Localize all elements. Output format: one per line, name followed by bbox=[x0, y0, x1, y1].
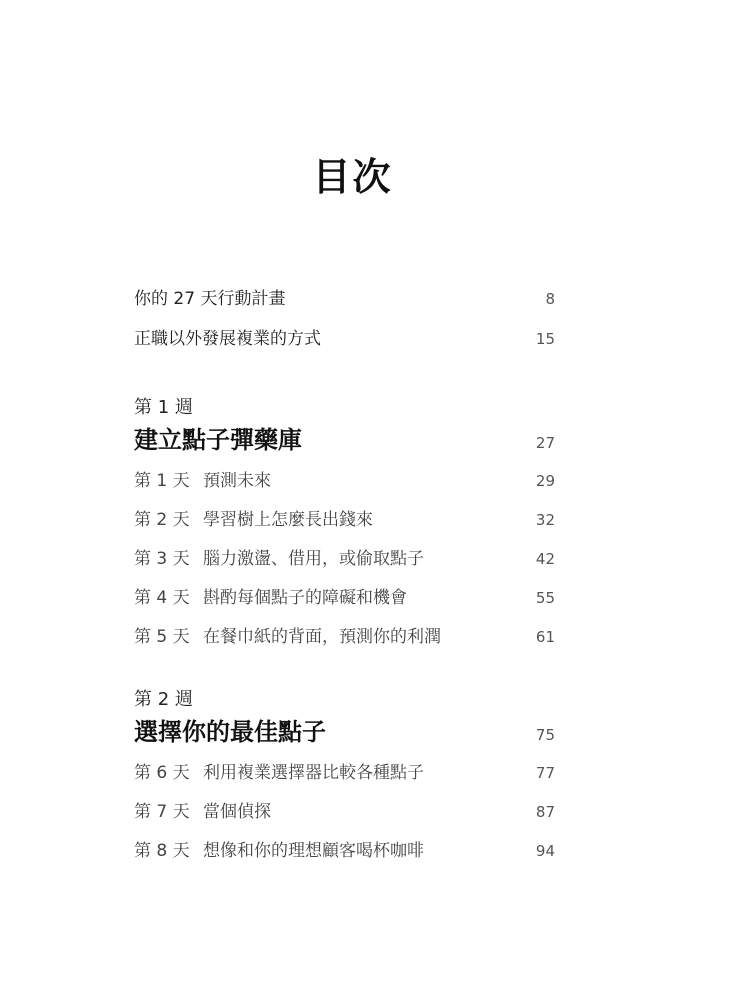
toc-entry-action-plan[interactable] bbox=[134, 284, 555, 309]
toc-entry-page: 87 bbox=[535, 803, 555, 821]
toc-entry-side-business[interactable] bbox=[134, 324, 555, 349]
day-label: 學習樹上怎麼長出錢來 bbox=[203, 510, 373, 530]
day-number: 第 6 天 bbox=[134, 763, 190, 783]
toc-entry-page: 32 bbox=[535, 511, 555, 529]
day-number: 第 3 天 bbox=[134, 549, 190, 569]
toc-entry-day-7[interactable] bbox=[134, 797, 555, 822]
toc-entry-week-2[interactable] bbox=[134, 712, 555, 747]
toc-entry-label: 你的 27 天行動計畫 bbox=[134, 289, 286, 309]
toc-entry-page: 42 bbox=[535, 550, 555, 568]
toc-entry-page: 29 bbox=[535, 472, 555, 490]
day-number: 第 7 天 bbox=[134, 802, 190, 822]
day-label: 利用複業選擇器比較各種點子 bbox=[203, 763, 424, 783]
week-2-label: 第 2 週 bbox=[134, 689, 193, 710]
day-number: 第 2 天 bbox=[134, 510, 190, 530]
toc-entry-day-5[interactable] bbox=[134, 622, 555, 647]
toc-entry-page: 55 bbox=[535, 589, 555, 607]
toc-entry-page: 8 bbox=[545, 290, 555, 308]
toc-title: 目次 bbox=[312, 155, 393, 199]
day-number: 第 8 天 bbox=[134, 841, 190, 861]
toc-entry-day-8[interactable] bbox=[134, 836, 555, 861]
day-number: 第 5 天 bbox=[134, 627, 190, 647]
toc-entry-day-6[interactable] bbox=[134, 758, 555, 783]
day-label: 想像和你的理想顧客喝杯咖啡 bbox=[203, 841, 424, 861]
toc-entry-day-3[interactable] bbox=[134, 544, 555, 569]
toc-entry-label: 正職以外發展複業的方式 bbox=[134, 329, 321, 349]
day-label: 斟酌每個點子的障礙和機會 bbox=[203, 588, 407, 608]
toc-entry-page: 94 bbox=[535, 842, 555, 860]
day-label: 當個偵探 bbox=[203, 802, 271, 822]
toc-entry-day-2[interactable] bbox=[134, 505, 555, 530]
toc-entry-page: 15 bbox=[535, 330, 555, 348]
day-number: 第 4 天 bbox=[134, 588, 190, 608]
week-title: 建立點子彈藥庫 bbox=[134, 426, 302, 454]
week-title: 選擇你的最佳點子 bbox=[134, 718, 326, 746]
toc-entry-page: 61 bbox=[535, 628, 555, 646]
toc-entry-week-1[interactable] bbox=[134, 420, 555, 455]
toc-entry-day-4[interactable] bbox=[134, 583, 555, 608]
day-label: 在餐巾紙的背面，預測你的利潤 bbox=[203, 627, 441, 647]
day-label: 預測未來 bbox=[203, 471, 271, 491]
toc-entry-page: 77 bbox=[535, 764, 555, 782]
toc-entry-day-1[interactable] bbox=[134, 466, 555, 491]
day-number: 第 1 天 bbox=[134, 471, 190, 491]
week-1-label: 第 1 週 bbox=[134, 397, 193, 418]
toc-entry-page: 27 bbox=[535, 434, 555, 452]
day-label: 腦力激盪、借用，或偷取點子 bbox=[203, 549, 424, 569]
toc-entry-page: 75 bbox=[535, 726, 555, 744]
